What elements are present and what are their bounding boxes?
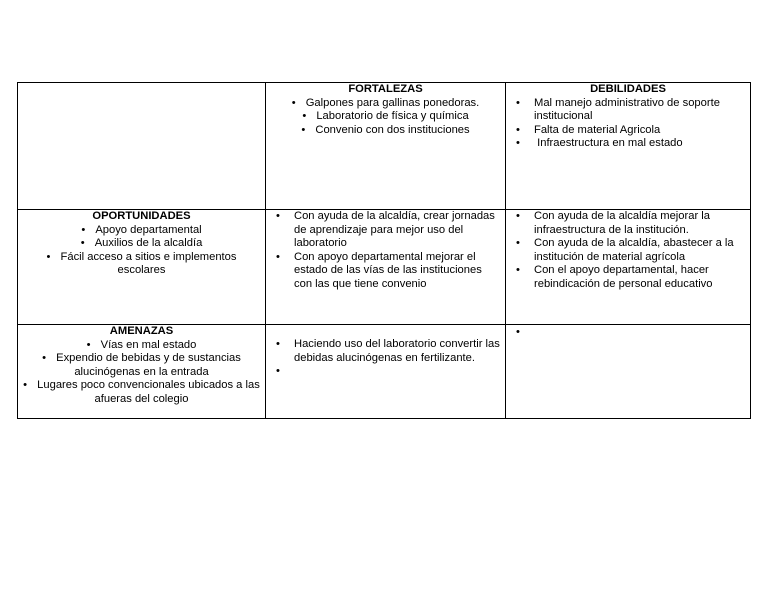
bullet-icon: •	[276, 365, 280, 378]
fa-strategies-cell	[266, 325, 506, 419]
debilidades-list	[510, 97, 746, 151]
bullet-icon: •	[276, 210, 280, 222]
do-list	[510, 210, 746, 292]
bullet-icon: •	[516, 264, 520, 277]
bullet-icon: •	[23, 379, 28, 392]
list-item: • Fácil acceso a sitios e implementos escolares	[46, 250, 237, 277]
list-item: • Convenio con dos instituciones	[301, 123, 470, 136]
list-item: • Con el apoyo departamental, hacer rebindicación de personal educativo	[516, 264, 713, 290]
debilidades-cell	[506, 83, 751, 210]
amenazas-header: AMENAZAS	[109, 325, 174, 337]
list-item: • Haciendo uso del laboratorio convertir las debidas alucinógenas en fertilizante.	[276, 338, 500, 364]
list-item: • Falta de material Agricola	[516, 123, 661, 136]
bullet-icon: •	[80, 237, 85, 250]
do-strategies-cell	[506, 210, 751, 325]
oportunidades-header: OPORTUNIDADES	[92, 210, 191, 222]
fortalezas-header: FORTALEZAS	[348, 83, 423, 95]
fortalezas-cell	[266, 83, 506, 210]
debilidades-header: DEBILIDADES	[590, 83, 666, 95]
list-item	[270, 365, 501, 379]
matrix-row-oportunidades	[18, 210, 751, 325]
matrix-row-header	[18, 83, 751, 210]
bullet-icon: •	[46, 250, 51, 263]
oportunidades-cell	[18, 210, 266, 325]
bullet-icon: •	[301, 123, 306, 136]
list-item: • Con ayuda de la alcaldía, abastecer a la institución de material agrícola	[516, 237, 734, 263]
list-item: • Apoyo departamental	[81, 223, 202, 236]
bullet-icon: •	[81, 223, 86, 236]
list-item: • Con apoyo departamental mejorar el estado de las vías de las instituciones con las que tiene convenio	[276, 250, 482, 290]
bullet-icon: •	[516, 210, 520, 222]
list-item: • Con ayuda de la alcaldía mejorar la infraestructura de la institución.	[516, 210, 710, 236]
list-item: • Expendio de bebidas y de sustancias alucinógenas en la entrada	[42, 352, 241, 378]
bullet-icon: •	[42, 352, 47, 365]
list-item: • Laboratorio de física y química	[302, 110, 469, 123]
bullet-icon: •	[302, 110, 307, 123]
matrix-row-amenazas	[18, 325, 751, 419]
list-item: • Auxilios de la alcaldía	[80, 237, 203, 250]
list-item: • Infraestructura en mal estado	[516, 137, 683, 150]
bullet-icon: •	[516, 96, 520, 109]
bullet-icon: •	[291, 96, 296, 109]
list-item: • Galpones para gallinas ponedoras.	[291, 96, 480, 109]
empty-corner-cell	[18, 83, 266, 210]
oportunidades-list	[22, 224, 261, 278]
bullet-icon: •	[276, 250, 280, 263]
list-item: • Mal manejo administrativo de soporte institucional	[516, 96, 720, 123]
amenazas-list	[22, 339, 261, 407]
fa-list	[270, 338, 501, 379]
fortalezas-list	[270, 97, 501, 138]
bullet-icon: •	[516, 326, 520, 338]
list-item: • Con ayuda de la alcaldía, crear jornadas de aprendizaje para mejor uso del laboratorio	[276, 210, 495, 250]
bullet-icon: •	[86, 338, 91, 351]
bullet-icon: •	[516, 137, 520, 150]
list-item: • Lugares poco convencionales ubicados a las afueras del colegio	[23, 379, 260, 405]
fo-list	[270, 210, 501, 292]
list-item	[510, 326, 746, 340]
foda-matrix	[17, 82, 751, 419]
bullet-icon: •	[276, 338, 280, 350]
fo-strategies-cell	[266, 210, 506, 325]
amenazas-cell	[18, 325, 266, 419]
bullet-icon: •	[516, 237, 520, 250]
bullet-icon: •	[516, 123, 520, 136]
da-list	[510, 326, 746, 340]
da-strategies-cell	[506, 325, 751, 419]
list-item: • Vías en mal estado	[86, 338, 197, 351]
